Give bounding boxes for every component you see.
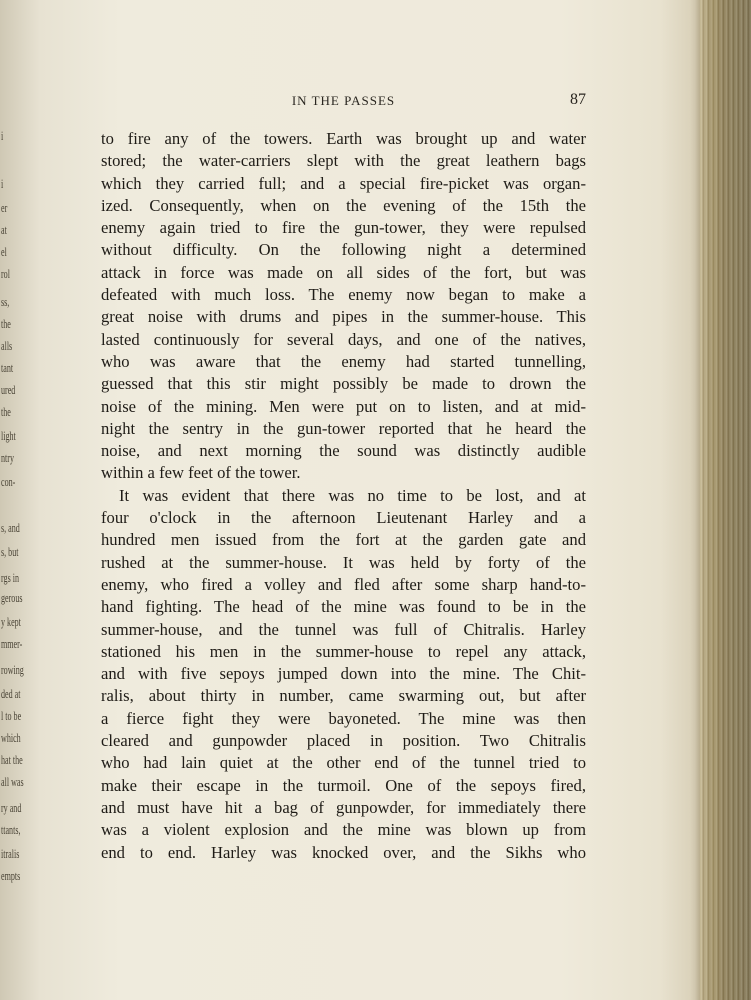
- text-line: great noise with drums and pipes in the summer-house. This: [101, 307, 586, 327]
- text-line: rushed at the summer-house. It was held by forty of the: [101, 552, 586, 572]
- text-line: a fierce fight they were bayoneted. The mine was then: [101, 708, 586, 728]
- text-line: end to end. Harley was knocked over, and the Sikhs who: [101, 842, 586, 862]
- text-line: noise, and next morning the sound was distinctly audible: [101, 441, 586, 461]
- text-line: hundred men issued from the fort at the garden gate and: [101, 530, 586, 550]
- margin-fragment: l to be: [1, 708, 22, 723]
- page-edges: [700, 0, 751, 1000]
- margin-fragment: light: [1, 428, 16, 443]
- text-line: enemy, who fired a volley and fled after some sharp hand-to-: [101, 574, 586, 594]
- text-line: make their escape in the turmoil. One of the sepoys fired,: [101, 775, 586, 795]
- text-line: night the sentry in the gun-tower reported that he heard the: [101, 418, 586, 438]
- margin-fragment: gerous: [1, 590, 23, 605]
- text-line: who was aware that the enemy had started tunnelling,: [101, 351, 586, 371]
- margin-fragment: rgs in: [1, 570, 19, 585]
- text-line: guessed that this stir might possibly be made to drown the: [101, 374, 586, 394]
- margin-fragment: con-: [1, 474, 16, 489]
- margin-fragment: s, and: [1, 520, 20, 535]
- margin-fragment: the: [1, 316, 11, 331]
- text-line: ralis, about thirty in number, came swarming out, but after: [101, 686, 586, 706]
- text-line: which they carried full; and a special fire-picket was organ-: [101, 173, 586, 193]
- text-line: summer-house, and the tunnel was full of Chitralis. Harley: [101, 619, 586, 639]
- text-line: defeated with much loss. The enemy now began to make a: [101, 285, 586, 305]
- text-line: hand fighting. The head of the mine was found to be in the: [101, 597, 586, 617]
- margin-fragment: rol: [1, 266, 10, 281]
- running-head-title: IN THE PASSES: [291, 93, 396, 108]
- text-line: stationed his men in the summer-house to repel any attack,: [101, 641, 586, 661]
- running-head: [101, 93, 586, 111]
- margin-fragment: hat the: [1, 752, 23, 767]
- margin-fragment: tant: [1, 360, 14, 375]
- margin-fragment: ttants,: [1, 822, 21, 837]
- margin-fragment: itralis: [1, 846, 20, 861]
- margin-fragment: alls: [1, 338, 13, 353]
- margin-fragment: rowing: [1, 662, 24, 677]
- margin-fragment: ss,: [1, 294, 10, 309]
- text-line: noise of the mining. Men were put on to listen, and at mid-: [101, 396, 586, 416]
- previous-page-margin-fragments: [0, 120, 22, 900]
- margin-fragment: which: [1, 730, 21, 745]
- margin-fragment: el: [1, 244, 7, 259]
- margin-fragment: er: [1, 200, 8, 215]
- text-line: It was evident that there was no time to be lost, and at: [119, 485, 586, 505]
- text-line: ized. Consequently, when on the evening of the 15th the: [101, 195, 586, 215]
- text-line: within a few feet of the tower.: [101, 463, 301, 483]
- body-text: [101, 128, 586, 864]
- margin-fragment: empts: [1, 868, 21, 883]
- margin-fragment: i: [1, 128, 4, 143]
- margin-fragment: s, but: [1, 544, 19, 559]
- text-line: to fire any of the towers. Earth was brought up and water: [101, 129, 586, 148]
- margin-fragment: all was: [1, 774, 24, 789]
- margin-fragment: mmer-: [1, 636, 23, 651]
- margin-fragment: i: [1, 176, 4, 191]
- margin-fragment: ded at: [1, 686, 21, 701]
- text-line: and must have hit a bag of gunpowder, for immediately there: [101, 797, 586, 817]
- text-line: and with five sepoys jumped down into the mine. The Chit-: [101, 664, 586, 684]
- margin-fragment: the: [1, 404, 11, 419]
- margin-fragment: y kept: [1, 614, 21, 629]
- text-line: cleared and gunpowder placed in position. Two Chitralis: [101, 731, 586, 751]
- text-line: enemy again tried to fire the gun-tower, they were repulsed: [101, 218, 586, 238]
- text-line: four o'clock in the afternoon Lieutenant Harley and a: [101, 508, 586, 528]
- margin-fragment: ntry: [1, 450, 14, 465]
- text-line: attack in force was made on all sides of the fort, but was: [101, 262, 586, 282]
- margin-fragment: ry and: [1, 800, 22, 815]
- text-line: was a violent explosion and the mine was blown up from: [101, 820, 586, 840]
- margin-fragment: ured: [1, 382, 16, 397]
- text-line: lasted continuously for several days, and one of the natives,: [101, 329, 586, 349]
- margin-fragment: at: [1, 222, 7, 237]
- text-line: stored; the water-carriers slept with the great leathern bags: [101, 151, 586, 171]
- page-number: 87: [570, 91, 586, 108]
- text-line: who had lain quiet at the other end of the tunnel tried to: [101, 753, 586, 773]
- text-line: without difficulty. On the following night a determined: [101, 240, 586, 260]
